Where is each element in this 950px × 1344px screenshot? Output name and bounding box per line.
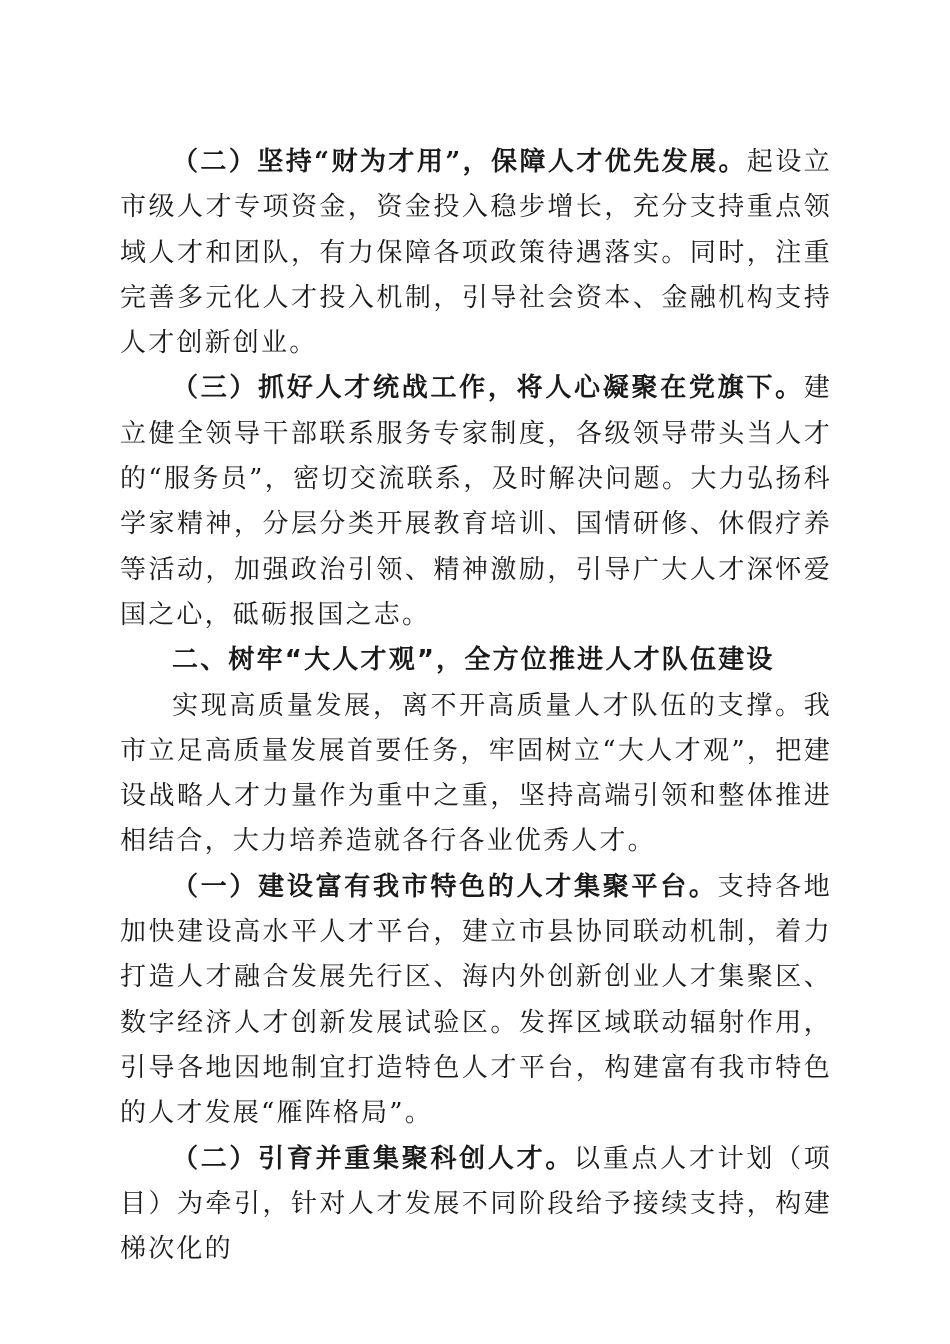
paragraph-lead: （二）引育并重集聚科创人才。: [172, 1143, 575, 1174]
document-body: [120, 140, 832, 1272]
section-heading: 二、树牢“大人才观”，全方位推进人才队伍建设: [172, 645, 775, 676]
paragraph-lead: （一）建设富有我市特色的人才集聚平台。: [172, 871, 718, 902]
paragraph-text: 建立健全领导干部联系服务专家制度，各级领导带头当人才的“服务员”，密切交流联系，及时解决问题。大力弘扬科学家精神，分层分类开展教育培训、国情研修、休假疗养等活动，加强政治引领、精神激励，引导广大人才深怀爱国之心，砥砺报国之志。: [120, 373, 832, 630]
paragraph-text: 起设立市级人才专项资金，资金投入稳步增长，充分支持重点领域人才和团队，有力保障各项政策待遇落实。同时，注重完善多元化人才投入机制，引导社会资本、金融机构支持人才创新创业。: [120, 147, 832, 359]
paragraph-talent-platform: [120, 865, 832, 1137]
paragraph-text: 以重点人才计划（项目）为牵引，针对人才发展不同阶段给予接续支持，构建梯次化的: [120, 1143, 832, 1265]
paragraph-funding: [120, 140, 832, 366]
paragraph-united-front: [120, 366, 832, 638]
paragraph-text: 支持各地加快建设高水平人才平台，建立市县协同联动机制，着力打造人才融合发展先行区、海内外创新创业人才集聚区、数字经济人才创新发展试验区。发挥区域联动辐射作用，引导各地因地制宜打造特色人才平台，构建富有我市特色的人才发展“雁阵格局”。: [120, 871, 832, 1129]
paragraph-lead: （三）抓好人才统战工作，将人心凝聚在党旗下。: [172, 373, 804, 404]
section-intro: 实现高质量发展，离不开高质量人才队伍的支撑。我市立足高质量发展首要任务，牢固树立“大人才观”，把建设战略人才力量作为重中之重，坚持高端引领和整体推进相结合，大力培养造就各行各业优秀人才。: [120, 690, 832, 857]
paragraph-sci-tech-talent: [120, 1137, 832, 1273]
paragraph-lead: （二）坚持“财为才用”，保障人才优先发展。: [172, 147, 747, 177]
